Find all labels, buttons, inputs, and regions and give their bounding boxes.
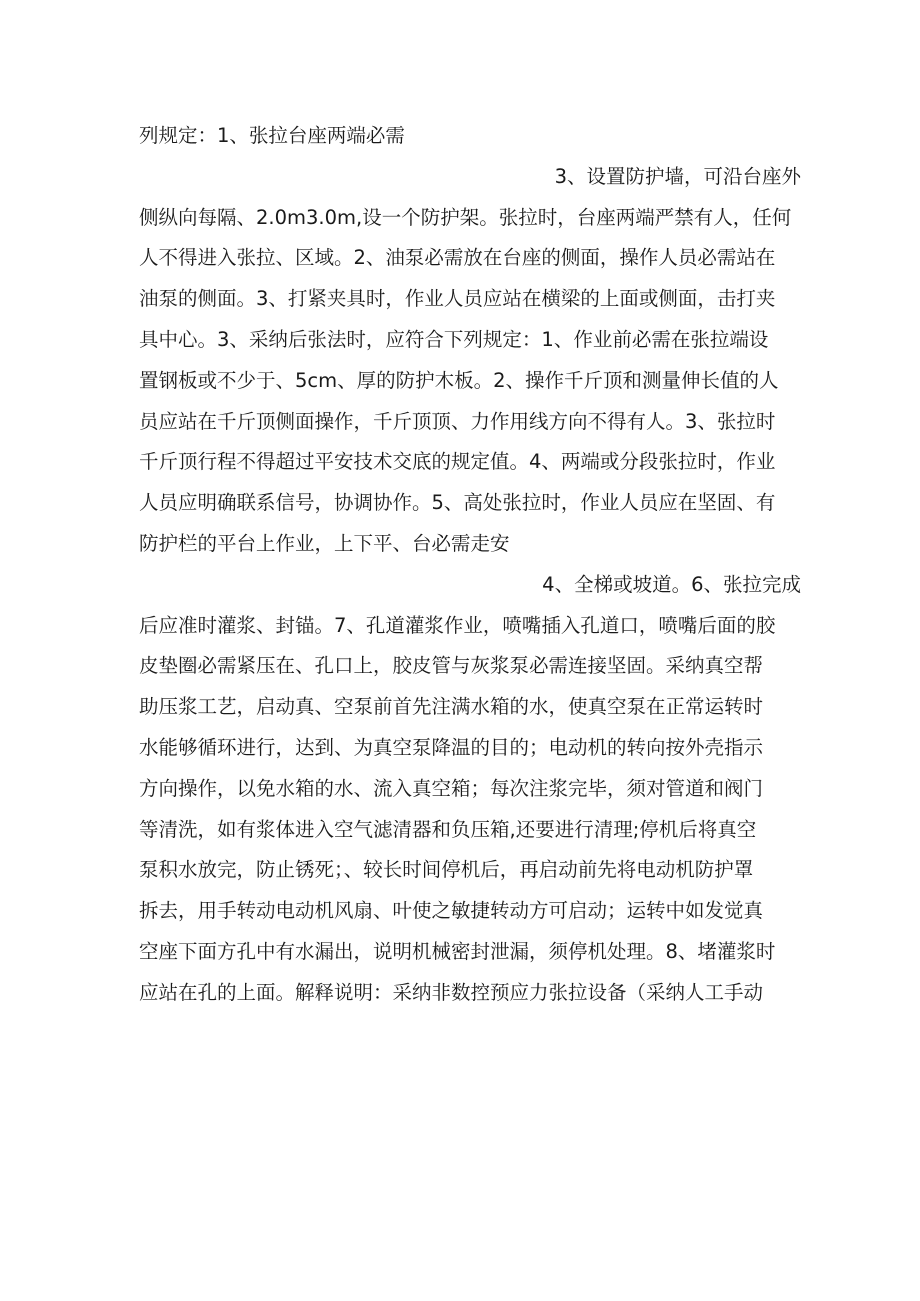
text-line: 员应站在千斤顶侧面操作，千斤顶顶、力作用线方向不得有人。3、张拉时 [139, 409, 776, 433]
document-body [139, 116, 801, 1014]
text-line: 侧纵向每隔、2.0m3.0m,设一个防护架。张拉时，台座两端严禁有人，任何 [139, 205, 792, 229]
text-line: 等清洗，如有浆体进入空气滤清器和负压箱,还要进行清理;停机后将真空 [139, 817, 757, 841]
text-line: 人员应明确联系信号，协调协作。5、高处张拉时，作业人员应在坚固、有 [139, 491, 776, 515]
text-line: 皮垫圈必需紧压在、孔口上，胶皮管与灰浆泵必需连接坚固。采纳真空帮 [139, 654, 764, 678]
text-line: 油泵的侧面。3、打紧夹具时，作业人员应站在横梁的上面或侧面，击打夹 [139, 287, 776, 311]
text-line: 具中心。3、采纳后张法时，应符合下列规定：1、作业前必需在张拉端设 [139, 327, 769, 351]
text-line: 人不得进入张拉、区域。2、油泵必需放在台座的侧面，操作人员必需站在 [139, 246, 776, 270]
text-line: 置钢板或不少于、5cm、厚的防护木板。2、操作千斤顶和测量伸长值的人 [139, 368, 779, 392]
text-line: 水能够循环进行，达到、为真空泵降温的目的；电动机的转向按外壳指示 [139, 735, 764, 759]
text-line: 方向操作，以免水箱的水、流入真空箱；每次注浆完毕，须对管道和阀门 [139, 776, 764, 800]
text-line: 拆去，用手转动电动机风扇、叶使之敏捷转动方可启动；运转中如发觉真 [139, 899, 764, 923]
text-line: 千斤顶行程不得超过平安技术交底的规定值。4、两端或分段张拉时，作业 [139, 450, 776, 474]
text-line: 3、设置防护墙，可沿台座外 [554, 164, 801, 188]
text-line: 泵积水放完，防止锈死；、较长时间停机后，再启动前先将电动机防护罩 [139, 858, 754, 882]
text-line: 空座下面方孔中有水漏出，说明机械密封泄漏，须停机处理。8、堵灌浆时 [139, 939, 776, 963]
text-line: 应站在孔的上面。解释说明：采纳非数控预应力张拉设备（采纳人工手动 [139, 980, 764, 1004]
text-line: 4、全梯或坡道。6、张拉完成 [542, 572, 801, 596]
text-line: 防护栏的平台上作业，上下平、台必需走安 [139, 531, 510, 555]
text-line: 后应准时灌浆、封锚。7、孔道灌浆作业，喷嘴插入孔道口，喷嘴后面的胶 [139, 613, 776, 637]
text-line: 助压浆工艺，启动真、空泵前首先注满水箱的水，使真空泵在正常运转时 [139, 695, 764, 719]
text-line: 列规定：1、张拉台座两端必需 [139, 124, 405, 147]
